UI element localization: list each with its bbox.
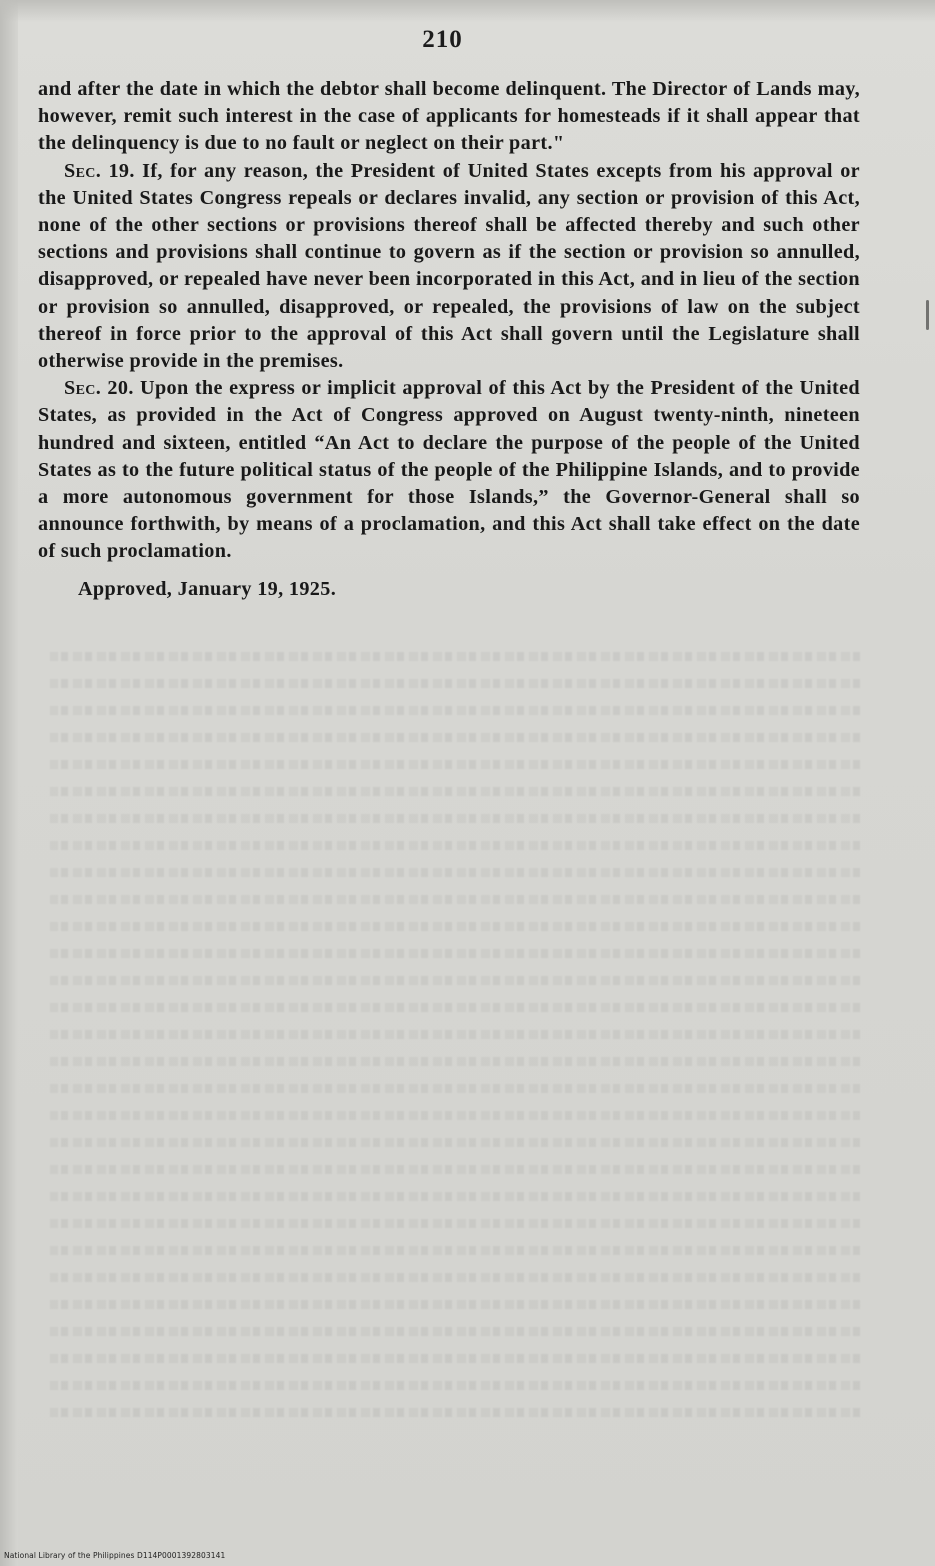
section-20-text: Upon the express or implicit approval of this Act by the President of the United States, as provided in the Act of Congress approved on August twenty-ninth, nineteen hundred and sixteen, entitled “An Act to declare the purpose of the people of the United States as to the future political status of the people of the Philippine Islands, and to provide a more autonomous government for those Islands,” the Governor-General shall so announce forthwith, by means of a proclamation, and this Act shall take effect on the date of such proclamation. xyxy=(38,377,860,563)
page-edge-shadow xyxy=(0,0,18,1566)
scan-edge-mark xyxy=(926,300,929,330)
section-20 xyxy=(38,375,860,565)
section-19-text: If, for any reason, the President of United States excepts from his approval or the United States Congress repeals or declares invalid, any section or provision of this Act, none of the other sections or provisions thereof shall be affected thereby and such other sections and provisions shall continue to govern as if the section or provision so annulled, disapproved, or repealed have never been incorporated in this Act, and in lieu of the section or provision so annulled, disapproved, or repealed, the provisions of law on the subject thereof in force prior to the approval of this Act shall govern until the Legislature shall otherwise provide in the premises. xyxy=(38,159,860,373)
body-text xyxy=(38,76,860,603)
reverse-side-bleed-through xyxy=(50,640,860,1423)
top-shadow xyxy=(0,0,935,22)
paragraph-continuation: and after the date in which the debtor shall become delinquent. The Director of Lands may, however, remit such interest in the case of applicants for homesteads if it shall appear that the delinquency is due to no fault or neglect on their part." xyxy=(38,78,860,155)
approval-date: Approved, January 19, 1925. xyxy=(78,577,337,600)
scan-credit: National Library of the Philippines D114P0001392803141 xyxy=(4,1551,226,1560)
section-19-label: Sec. 19. xyxy=(64,159,135,182)
page-number: 210 xyxy=(422,26,463,53)
section-19 xyxy=(38,158,860,376)
section-20-label: Sec. 20. xyxy=(64,377,134,400)
